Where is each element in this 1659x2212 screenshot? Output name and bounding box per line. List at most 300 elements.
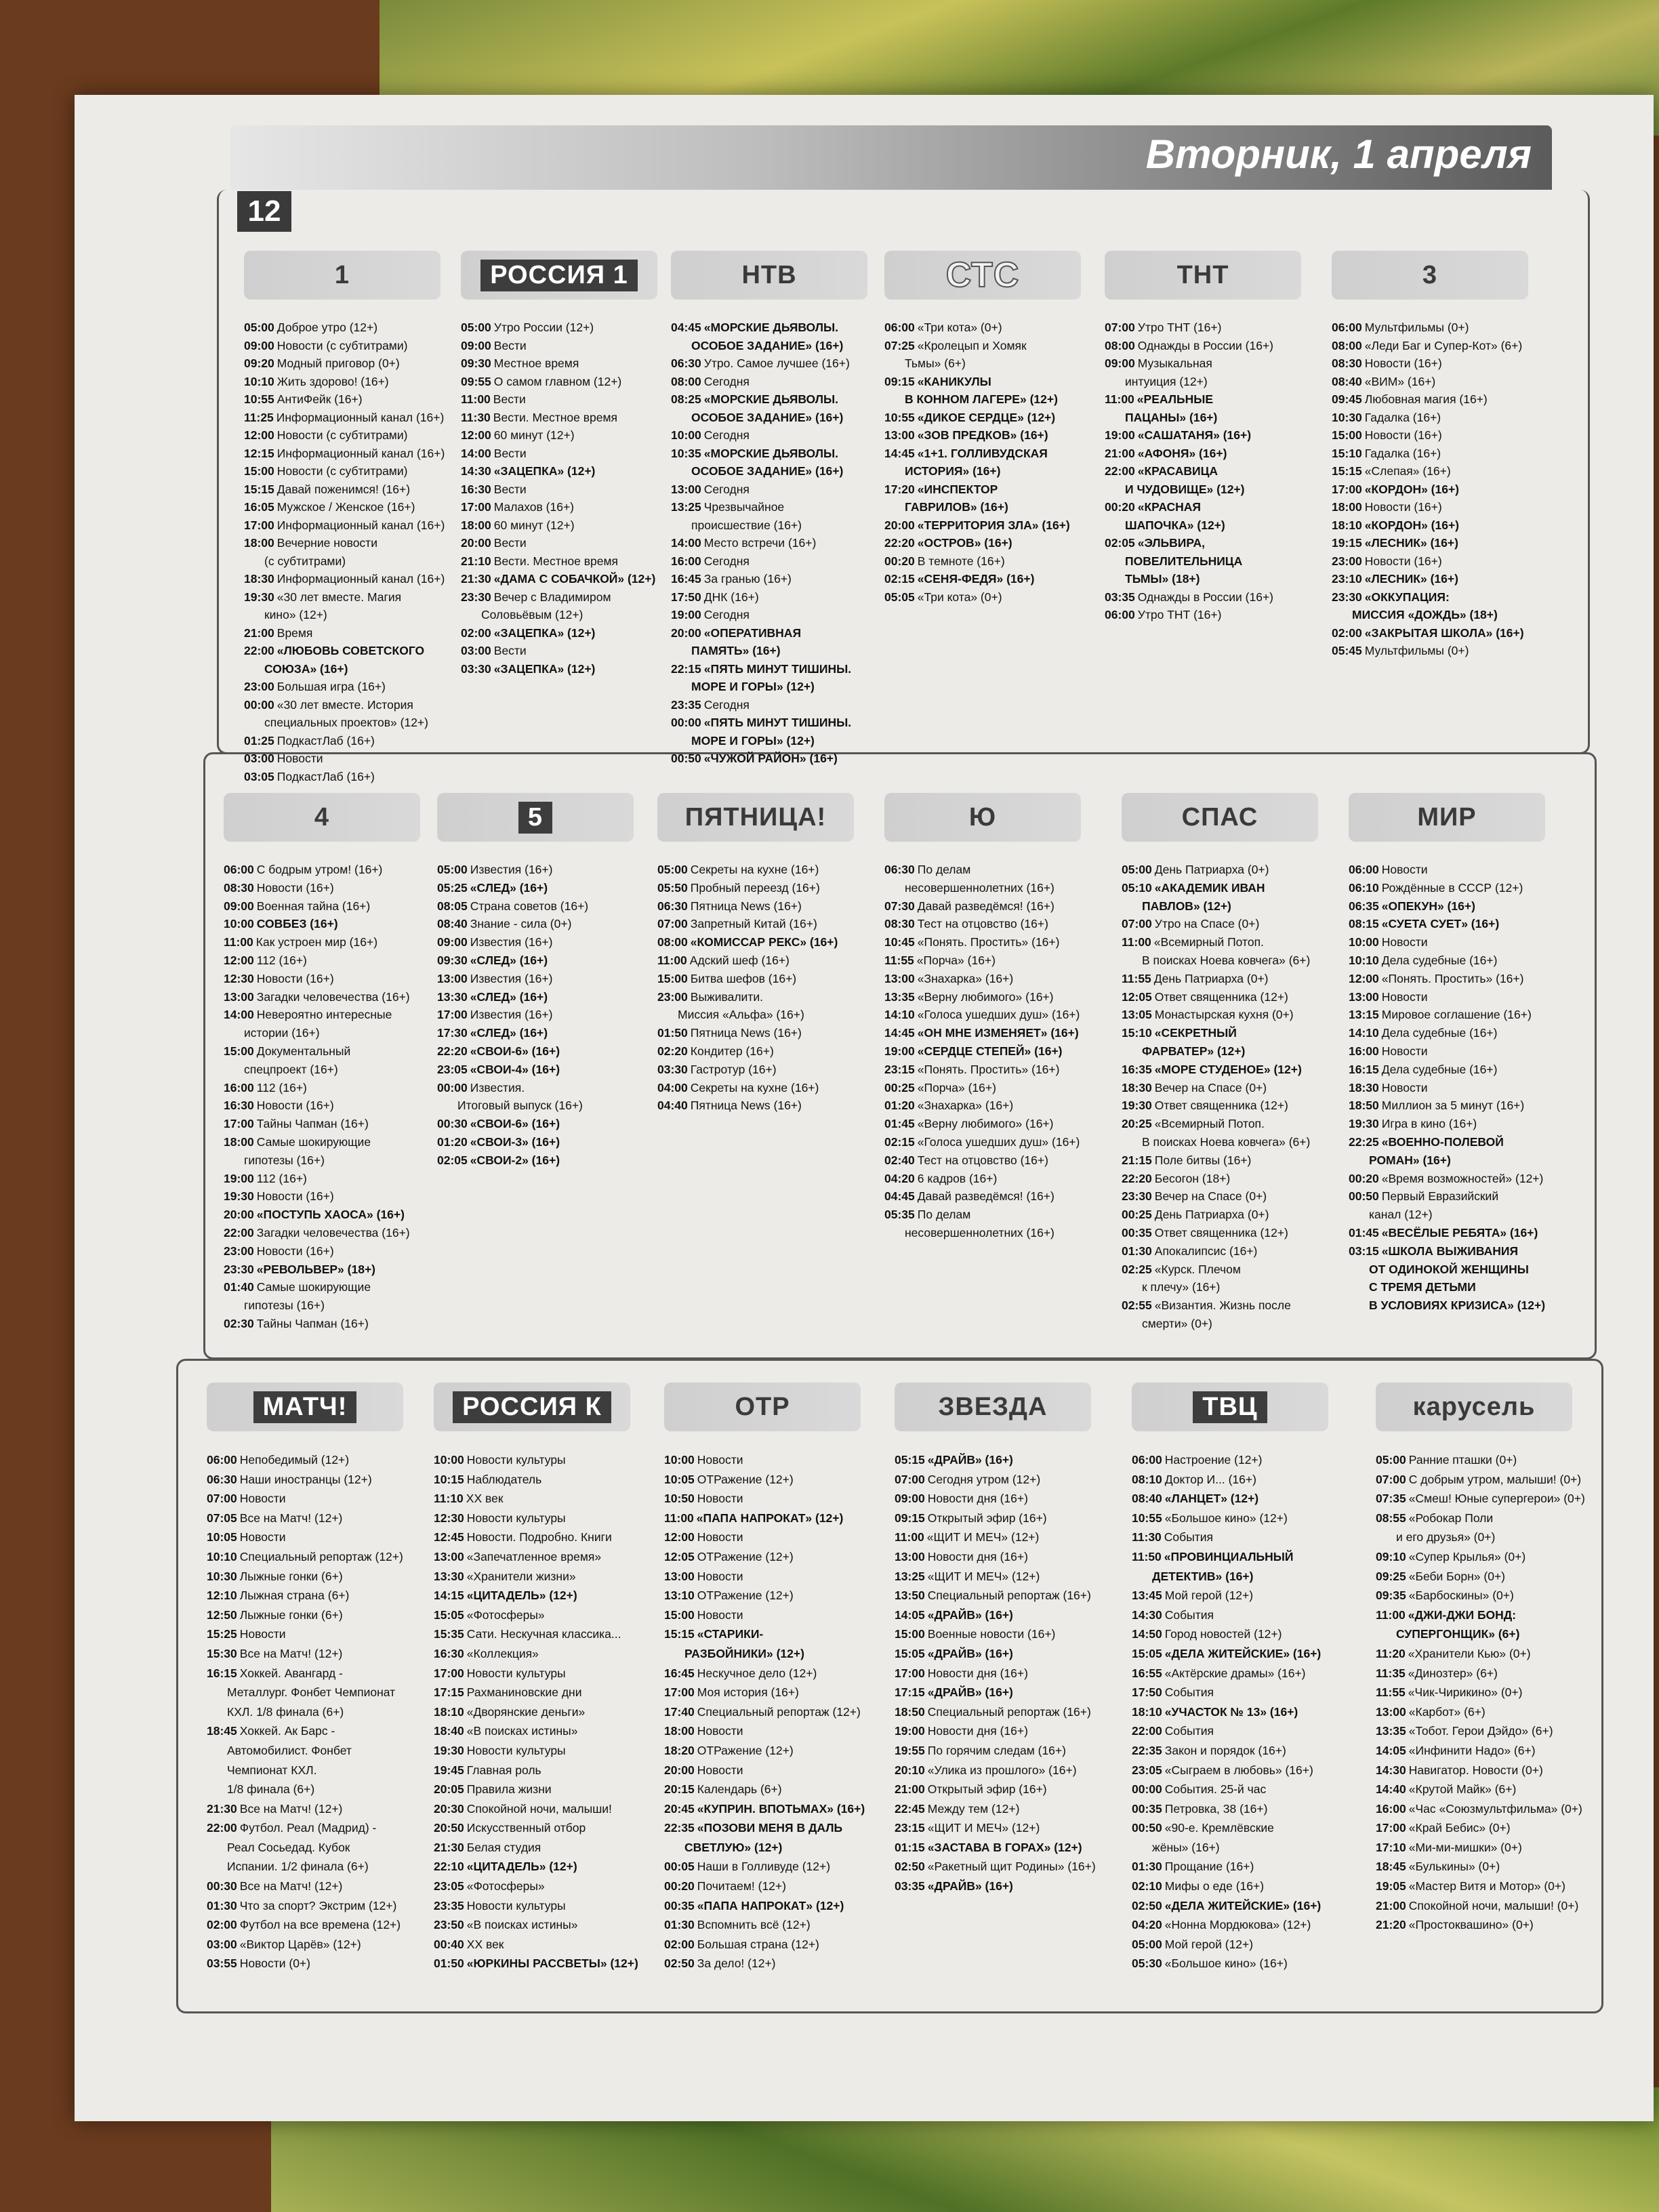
- program-title: Лыжные гонки (6+): [239, 1607, 343, 1622]
- program-row: [671, 732, 867, 750]
- program-title: ПодкастЛаб (16+): [276, 769, 375, 783]
- program-title: Апокалипсис (16+): [1154, 1244, 1258, 1258]
- program-title: ПодкастЛаб (16+): [276, 733, 375, 747]
- program-time: 01:20: [884, 1099, 915, 1113]
- program-time: 13:00: [224, 989, 254, 1004]
- program-time: 13:50: [895, 1589, 925, 1603]
- program-title: «Фотосферы»: [466, 1879, 545, 1893]
- program-title: «СВОИ-6» (16+): [470, 1044, 560, 1058]
- program-title: «ДЕЛА ЖИТЕЙСКИЕ» (16+): [1164, 1646, 1322, 1660]
- program-title: МИССИЯ «ДОЖДЬ» (18+): [1352, 608, 1498, 621]
- program-row: [1122, 1133, 1318, 1151]
- channel-logo-text: 5: [518, 802, 552, 834]
- program-time: 19:05: [1376, 1879, 1406, 1893]
- program-row: [207, 1450, 403, 1470]
- program-title: «ЭЛЬВИРА,: [1137, 536, 1205, 550]
- program-row: [207, 1624, 403, 1644]
- program-row: [1349, 1151, 1545, 1170]
- program-title: В поисках Ноева ковчега» (6+): [1142, 1134, 1311, 1149]
- program-title: Новости: [276, 752, 323, 765]
- program-time: 09:15: [884, 374, 915, 388]
- program-time: 17:00: [224, 1117, 254, 1131]
- program-row: [664, 1586, 865, 1605]
- program-time: 07:05: [207, 1511, 237, 1525]
- program-row: [1349, 1097, 1545, 1115]
- program-title: Доктор И... (16+): [1164, 1472, 1256, 1486]
- channel-column: [244, 251, 445, 785]
- program-row: [884, 1115, 1081, 1133]
- program-row: [244, 768, 445, 786]
- program-row: [1122, 1024, 1318, 1042]
- program-time: 17:50: [1132, 1685, 1162, 1700]
- program-row: [1132, 1470, 1328, 1490]
- program-time: 19:00: [884, 1044, 915, 1058]
- program-row: [461, 373, 657, 391]
- program-row: [1132, 1818, 1328, 1838]
- program-time: 06:10: [1349, 880, 1379, 895]
- program-row: [664, 1896, 865, 1916]
- program-row: [1349, 1006, 1545, 1024]
- program-time: 22:20: [1122, 1171, 1152, 1185]
- program-title: «Знахарка» (16+): [917, 971, 1014, 985]
- program-row: [1349, 951, 1545, 970]
- program-row: [244, 732, 445, 750]
- program-time: 13:25: [671, 500, 701, 514]
- program-title: Новости: [1381, 935, 1428, 949]
- program-title: «САШАТАНЯ» (16+): [1137, 428, 1252, 442]
- program-time: 22:20: [884, 536, 915, 550]
- program-row: [664, 1567, 865, 1586]
- program-row: [437, 1042, 634, 1061]
- program-row: [1132, 1683, 1328, 1702]
- program-row: [671, 462, 867, 480]
- page-header: [230, 125, 1552, 190]
- program-row: [1332, 642, 1528, 660]
- program-time: 07:25: [884, 338, 915, 352]
- program-row: [884, 570, 1081, 588]
- program-row: [207, 1470, 403, 1490]
- program-row: [1132, 1547, 1328, 1567]
- program-time: 01:15: [895, 1840, 925, 1854]
- program-row: [1332, 337, 1528, 355]
- channel-column: [671, 251, 867, 768]
- program-title: СВЕТЛУЮ» (12+): [684, 1840, 783, 1854]
- program-row: [1105, 373, 1301, 391]
- program-time: 05:30: [1132, 1957, 1162, 1971]
- program-time: 15:05: [434, 1607, 464, 1622]
- program-title: СУПЕРГОНЩИК» (6+): [1396, 1627, 1520, 1641]
- program-title: «Смеш! Юные супергерои» (0+): [1408, 1492, 1585, 1506]
- program-row: [671, 588, 867, 607]
- channel-logo: [664, 1382, 861, 1431]
- program-title: Новости (16+): [256, 971, 334, 985]
- program-row: [657, 879, 854, 897]
- program-title: «СЛЕД» (16+): [470, 1026, 548, 1040]
- program-title: День Патриарха (0+): [1154, 863, 1269, 876]
- program-time: 20:00: [664, 1763, 695, 1777]
- program-title: Мужское / Женское (16+): [276, 500, 415, 514]
- channel-column: [1122, 793, 1318, 1333]
- program-time: 10:00: [1349, 935, 1379, 949]
- program-time: 08:10: [1132, 1472, 1162, 1486]
- program-row: [1376, 1567, 1585, 1586]
- program-row: [207, 1683, 403, 1702]
- program-row: [671, 516, 867, 535]
- program-time: 02:10: [1132, 1879, 1162, 1893]
- program-time: 02:50: [664, 1957, 695, 1971]
- program-title: истории (16+): [244, 1026, 320, 1040]
- program-title: Новости: [239, 1530, 286, 1544]
- program-title: «ДРАЙВ» (16+): [927, 1607, 1013, 1622]
- program-row: [1105, 588, 1301, 607]
- program-time: 11:30: [461, 410, 491, 424]
- program-time: 18:00: [461, 518, 491, 532]
- program-time: 05:00: [437, 863, 468, 876]
- program-time: 00:35: [664, 1898, 695, 1912]
- program-title: Новости (0+): [239, 1957, 310, 1971]
- program-row: [244, 534, 445, 552]
- program-time: 22:00: [224, 1225, 254, 1240]
- program-row: [1376, 1450, 1585, 1470]
- program-time: 02:20: [657, 1044, 688, 1058]
- program-row: [884, 879, 1081, 897]
- program-row: [244, 660, 445, 678]
- program-time: 02:50: [1132, 1898, 1162, 1912]
- program-time: 22:15: [671, 661, 701, 676]
- program-title: 60 минут (12+): [493, 428, 575, 442]
- program-time: 05:35: [884, 1208, 915, 1222]
- program-title: Известия (16+): [470, 971, 553, 985]
- program-row: [1332, 552, 1528, 571]
- program-time: 00:20: [664, 1879, 695, 1893]
- channel-logo-text: СТС: [945, 255, 1020, 295]
- program-time: 11:00: [461, 392, 491, 406]
- program-time: 10:30: [1332, 410, 1362, 424]
- program-title: Гадалка (16+): [1364, 446, 1441, 460]
- program-row: [895, 1605, 1096, 1625]
- program-title: Новости дня (16+): [927, 1724, 1028, 1738]
- program-time: 05:00: [461, 321, 491, 334]
- program-title: Ранние пташки (0+): [1408, 1453, 1517, 1467]
- program-time: 11:00: [657, 953, 687, 967]
- program-title: ОСОБОЕ ЗАДАНИЕ» (16+): [691, 338, 844, 352]
- program-time: 23:05: [434, 1879, 464, 1893]
- program-title: Все на Матч! (12+): [239, 1801, 343, 1816]
- program-row: [1132, 1838, 1328, 1858]
- program-row: [461, 642, 657, 660]
- program-row: [895, 1761, 1096, 1780]
- program-title: «СВОИ-3» (16+): [470, 1134, 560, 1149]
- program-row: [671, 570, 867, 588]
- program-time: 13:00: [664, 1569, 695, 1583]
- program-row: [207, 1721, 403, 1741]
- program-time: 10:00: [434, 1453, 464, 1467]
- program-row: [224, 951, 420, 970]
- program-row: [671, 642, 867, 660]
- program-time: 05:50: [657, 880, 688, 895]
- program-row: [1376, 1877, 1585, 1896]
- program-row: [884, 1224, 1081, 1242]
- program-time: 18:00: [224, 1134, 254, 1149]
- program-time: 04:20: [884, 1171, 915, 1185]
- program-row: [1122, 1296, 1318, 1315]
- program-row: [461, 588, 657, 607]
- program-time: 03:05: [244, 769, 274, 783]
- program-row: [1122, 988, 1318, 1006]
- program-row: [1132, 1567, 1328, 1586]
- program-row: [884, 534, 1081, 552]
- program-title: «Беби Борн» (0+): [1408, 1569, 1505, 1583]
- program-time: 14:30: [1376, 1763, 1406, 1777]
- program-row: [884, 897, 1081, 916]
- program-time: 12:30: [434, 1511, 464, 1525]
- program-title: События: [1164, 1685, 1214, 1700]
- program-title: Футбол. Реал (Мадрид) -: [239, 1821, 377, 1835]
- program-title: Мультфильмы (0+): [1364, 321, 1469, 334]
- program-title: 112 (16+): [256, 953, 307, 967]
- program-row: [1122, 1061, 1318, 1079]
- program-title: Выживалити.: [690, 989, 763, 1004]
- program-row: [434, 1799, 638, 1819]
- program-title: За дело! (12+): [697, 1957, 776, 1971]
- program-row: [1376, 1896, 1585, 1916]
- program-row: [1376, 1915, 1585, 1935]
- program-time: 01:30: [1122, 1244, 1152, 1258]
- program-time: 06:30: [884, 863, 915, 876]
- program-row: [207, 1605, 403, 1625]
- program-time: 13:35: [1376, 1724, 1406, 1738]
- program-row: [461, 390, 657, 409]
- program-title: АнтиФейк (16+): [276, 392, 363, 406]
- program-title: Новости. Подробно. Книги: [466, 1530, 612, 1544]
- program-row: [1132, 1915, 1328, 1935]
- program-title: «Хранители Кью» (0+): [1408, 1646, 1531, 1660]
- program-time: 18:45: [1376, 1860, 1406, 1874]
- program-title: к плечу» (16+): [1142, 1280, 1221, 1294]
- program-row: [1122, 1206, 1318, 1224]
- program-row: [884, 1151, 1081, 1170]
- program-time: 07:35: [1376, 1492, 1406, 1506]
- channel-logo-text: 1: [334, 260, 350, 289]
- program-title: «МОРСКИЕ ДЬЯВОЛЫ.: [703, 392, 838, 406]
- program-title: Город новостей (12+): [1164, 1627, 1282, 1641]
- program-title: «ЦИТАДЕЛЬ» (12+): [466, 1589, 577, 1603]
- program-row: [1349, 1296, 1545, 1315]
- program-time: 16:30: [461, 482, 491, 496]
- program-row: [884, 1061, 1081, 1079]
- program-title: Доброе утро (12+): [276, 321, 378, 334]
- program-title: События: [1164, 1607, 1214, 1622]
- program-time: 06:00: [1349, 863, 1379, 876]
- program-title: Нескучное дело (12+): [697, 1666, 817, 1680]
- program-title: Вечер на Спасе (0+): [1154, 1080, 1267, 1094]
- program-time: 23:15: [884, 1062, 915, 1076]
- program-title: Вести: [493, 446, 527, 460]
- program-title: «ШКОЛА ВЫЖИВАНИЯ: [1381, 1244, 1519, 1258]
- program-row: [664, 1935, 865, 1954]
- program-title: «Улика из прошлого» (16+): [927, 1763, 1077, 1777]
- program-title: Адский шеф (16+): [689, 953, 790, 967]
- program-row: [244, 552, 445, 571]
- program-time: 13:00: [1376, 1704, 1406, 1719]
- program-row: [1376, 1644, 1585, 1664]
- program-time: 13:00: [671, 482, 701, 496]
- program-title: Вести. Местное время: [493, 554, 618, 568]
- program-time: 03:15: [1349, 1244, 1379, 1258]
- program-title: «Слепая» (16+): [1364, 464, 1451, 478]
- program-title: «МОРСКИЕ ДЬЯВОЛЫ.: [703, 321, 838, 334]
- program-time: 11:30: [1132, 1530, 1162, 1544]
- program-row: [1122, 1315, 1318, 1333]
- program-time: 08:40: [437, 917, 468, 931]
- program-row: [671, 445, 867, 463]
- program-title: несовершеннолетних (16+): [905, 1225, 1054, 1240]
- program-time: 02:00: [461, 626, 491, 640]
- program-title: ХХ век: [466, 1492, 504, 1506]
- program-row: [434, 1915, 638, 1935]
- program-title: «СЕРДЦЕ СТЕПЕЙ» (16+): [917, 1044, 1063, 1058]
- program-title: Документальный: [256, 1044, 351, 1058]
- program-row: [1105, 319, 1301, 337]
- channel-logo-text: СПАС: [1181, 802, 1258, 832]
- channel-logo-text: карусель: [1412, 1392, 1536, 1421]
- program-title: «АКАДЕМИК ИВАН: [1154, 880, 1265, 895]
- program-row: [224, 1133, 420, 1151]
- program-row: [884, 426, 1081, 445]
- program-time: 04:20: [1132, 1918, 1162, 1932]
- program-time: 23:05: [437, 1062, 468, 1076]
- program-time: 15:00: [244, 464, 274, 478]
- program-row: [207, 1702, 403, 1722]
- program-title: Главная роль: [466, 1763, 541, 1777]
- program-title: «ЛЕСНИК» (16+): [1364, 572, 1458, 586]
- program-time: 12:10: [207, 1589, 237, 1603]
- program-title: Гастротур (16+): [690, 1062, 777, 1076]
- program-time: 00:00: [671, 716, 701, 729]
- program-row: [1332, 570, 1528, 588]
- program-title: День Патриарха (0+): [1154, 1208, 1269, 1222]
- program-row: [884, 861, 1081, 879]
- program-time: 12:15: [244, 446, 274, 460]
- program-row: [664, 1818, 865, 1838]
- program-time: 02:25: [1122, 1262, 1152, 1276]
- program-row: [657, 915, 854, 933]
- program-row: [437, 1115, 634, 1133]
- program-time: 18:10: [1332, 518, 1362, 532]
- channel-column: [1105, 251, 1301, 624]
- program-row: [437, 1133, 634, 1151]
- program-time: 23:00: [224, 1244, 254, 1258]
- program-row: [1122, 915, 1318, 933]
- program-time: 07:30: [884, 899, 915, 913]
- program-title: «РЕВОЛЬВЕР» (18+): [256, 1262, 375, 1276]
- program-title: «ДЕЛА ЖИТЕЙСКИЕ» (16+): [1164, 1898, 1322, 1912]
- program-title: «Простоквашино» (0+): [1408, 1918, 1534, 1932]
- program-row: [1376, 1528, 1585, 1547]
- program-title: Новости: [697, 1453, 743, 1467]
- program-row: [434, 1605, 638, 1625]
- program-title: Новости: [1381, 1044, 1428, 1058]
- program-row: [1132, 1605, 1328, 1625]
- program-time: 01:30: [664, 1918, 695, 1932]
- program-title: Информационный канал (16+): [276, 572, 445, 586]
- program-title: Миллион за 5 минут (16+): [1381, 1099, 1525, 1113]
- program-time: 08:15: [1349, 917, 1379, 931]
- program-title: События. 25-й час: [1164, 1782, 1267, 1797]
- program-row: [1105, 534, 1301, 552]
- program-row: [657, 933, 854, 951]
- program-title: Новости (16+): [1364, 554, 1442, 568]
- program-title: «ДРАЙВ» (16+): [927, 1453, 1013, 1467]
- program-row: [434, 1818, 638, 1838]
- program-title: Поле битвы (16+): [1154, 1153, 1252, 1167]
- program-row: [244, 445, 445, 463]
- program-row: [895, 1586, 1096, 1605]
- program-row: [1349, 1061, 1545, 1079]
- program-title: ПАВЛОВ» (12+): [1142, 899, 1231, 913]
- program-time: 18:45: [207, 1724, 237, 1738]
- program-title: «ЩИТ И МЕЧ» (12+): [927, 1821, 1040, 1835]
- program-row: [1376, 1838, 1585, 1858]
- program-row: [671, 750, 867, 768]
- program-title: Бесогон (18+): [1154, 1171, 1231, 1185]
- program-time: 15:30: [207, 1646, 237, 1660]
- program-title: Большая страна (12+): [697, 1937, 819, 1951]
- program-title: 6 кадров (16+): [917, 1171, 998, 1185]
- program-time: 18:50: [1349, 1099, 1379, 1113]
- program-time: 00:50: [1132, 1821, 1162, 1835]
- program-row: [1332, 409, 1528, 427]
- program-time: 21:00: [895, 1782, 925, 1797]
- program-title: гипотезы (16+): [244, 1298, 325, 1313]
- program-row: [1122, 970, 1318, 988]
- program-row: [461, 409, 657, 427]
- program-row: [1122, 1242, 1318, 1261]
- program-title: По делам: [917, 1208, 971, 1222]
- program-title: «Мастер Витя и Мотор» (0+): [1408, 1879, 1565, 1893]
- program-row: [1376, 1799, 1585, 1819]
- program-time: 14:10: [1349, 1026, 1379, 1040]
- program-time: 10:15: [434, 1472, 464, 1486]
- program-row: [224, 1261, 420, 1279]
- program-title: Давай разведёмся! (16+): [917, 1189, 1054, 1204]
- program-row: [224, 1024, 420, 1042]
- program-time: 17:00: [437, 1008, 468, 1022]
- program-row: [671, 373, 867, 391]
- program-row: [224, 1187, 420, 1206]
- program-time: 11:00: [224, 935, 253, 949]
- program-time: 14:50: [1132, 1627, 1162, 1641]
- program-row: [244, 570, 445, 588]
- program-time: 20:30: [434, 1801, 464, 1816]
- program-title: С добрым утром, малыши! (0+): [1408, 1472, 1582, 1486]
- program-title: Открытый эфир (16+): [927, 1782, 1047, 1797]
- program-title: Между тем (12+): [927, 1801, 1020, 1816]
- program-row: [1122, 1151, 1318, 1170]
- program-row: [1132, 1780, 1328, 1799]
- program-time: 11:00: [1376, 1607, 1406, 1622]
- program-time: 17:15: [434, 1685, 464, 1700]
- program-title: «Крутой Майк» (6+): [1408, 1782, 1517, 1797]
- program-time: 09:25: [1376, 1569, 1406, 1583]
- program-title: Футбол на все времена (12+): [239, 1918, 401, 1932]
- program-title: ДНК (16+): [703, 590, 759, 604]
- program-row: [224, 1315, 420, 1333]
- program-time: 18:10: [434, 1704, 464, 1719]
- program-row: [244, 642, 445, 660]
- program-time: 23:50: [434, 1918, 464, 1932]
- program-title: «ПЯТЬ МИНУТ ТИШИНЫ.: [703, 661, 852, 676]
